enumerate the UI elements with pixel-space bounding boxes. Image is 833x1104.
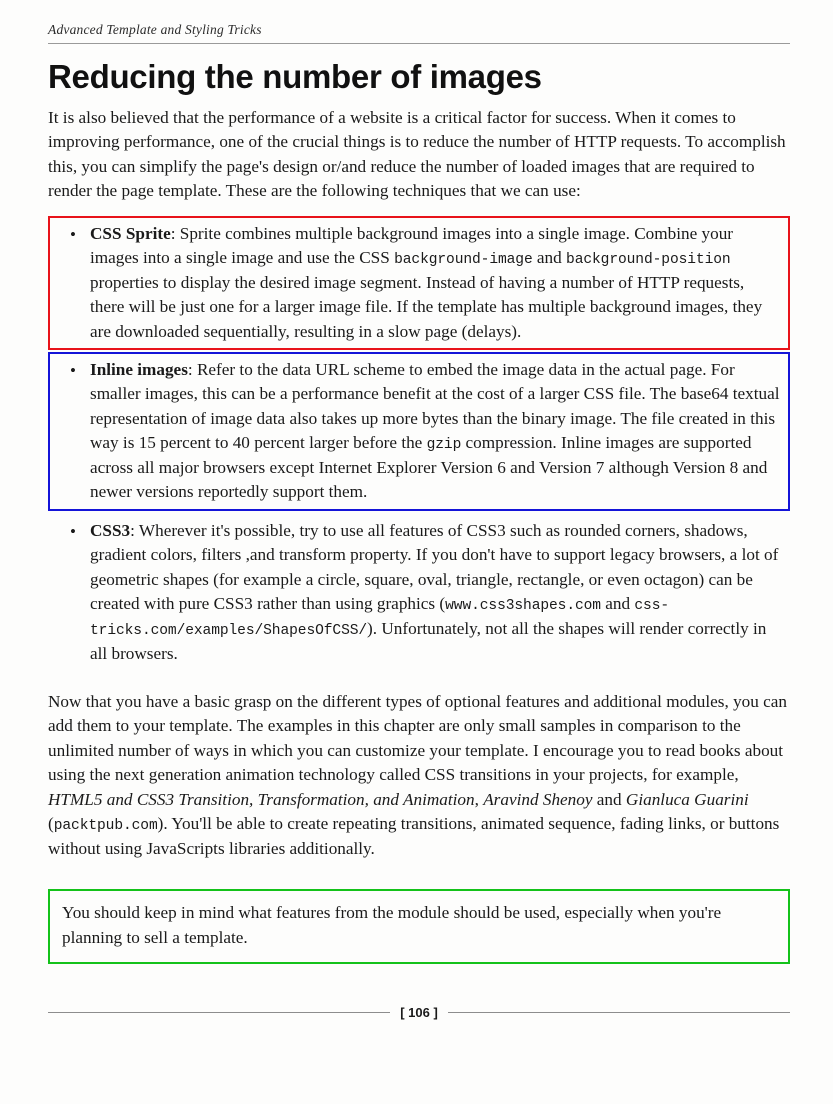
closing-paragraph <box>48 690 790 861</box>
list-item-text <box>90 519 782 666</box>
page-number: [ 106 ] <box>400 1005 438 1020</box>
text-fragment: compression. Inline images are supported across all major browsers except Internet Explorer Version 6 and Version 7 although Version 8 and newer versions reportedly support them. <box>90 433 768 502</box>
code-fragment: www.css3shapes.com <box>445 598 601 615</box>
bullet-marker: • <box>70 224 76 244</box>
intro-paragraph: It is also believed that the performance of a website is a critical factor for success. When it comes to improving performance, one of the crucial things is to reduce the number of HTTP requests. To accomplish this, you can simplify the page's design or/and reduce the number of loaded images that are required to render the page template. These are the following techniques that we can use: <box>48 107 786 201</box>
footer-divider-left <box>48 1012 390 1013</box>
note-box <box>48 889 790 964</box>
book-title: HTML5 and CSS3 Transition, Transformation, and Animation <box>48 789 475 809</box>
header-divider <box>48 43 790 44</box>
list-item-body-1 <box>90 360 780 501</box>
text-fragment: : Wherever it's possible, try to use all features of CSS3 such as rounded corners, shadows, gradient colors, filters ,and transform property. If you don't have to support legacy browsers, a lot of geometric shapes (for example a circle, square, oval, triangle, rectangle, or even octagon) can be created with pure CSS3 rather than using graphics ( <box>90 520 779 614</box>
list-item-body-0 <box>90 224 762 341</box>
closing-part5: ). You'll be able to create repeating transitions, animated sequence, fading links, or buttons without using JavaScripts libraries additionally. <box>48 814 780 858</box>
note-text: You should keep in mind what features from the module should be used, especially when you're planning to sell a template. <box>62 903 722 947</box>
author-two: Gianluca Guarini <box>625 789 749 809</box>
list-item-term: CSS Sprite <box>90 223 171 243</box>
page-footer <box>48 1005 790 1020</box>
site-link: packtpub.com <box>53 818 158 835</box>
list-item-body-2 <box>90 521 778 663</box>
code-fragment: background-image <box>394 252 533 269</box>
footer-divider-right <box>448 1012 790 1013</box>
list-item <box>48 513 790 672</box>
text-fragment: : Refer to the data URL scheme to embed the image data in the actual page. For smaller images, this can be a performance benefit at the cost of a larger CSS file. The base64 textual representation of image data also takes up more bytes than the binary image. The file created in this way is 15 percent to 40 percent larger before the <box>90 360 780 453</box>
closing-part4: ( <box>48 814 54 834</box>
closing-part3: and <box>592 789 626 809</box>
code-fragment: gzip <box>426 437 462 454</box>
list-item-term: Inline images <box>90 360 188 380</box>
code-fragment: css-tricks.com/examples/ShapesOfCSS/ <box>90 598 670 639</box>
page-content <box>48 22 790 964</box>
text-fragment: and <box>532 248 567 268</box>
page-title: Reducing the number of images <box>48 58 542 95</box>
list-item-text <box>90 358 782 505</box>
bullet-marker: • <box>70 361 76 381</box>
techniques-list <box>48 216 790 672</box>
list-item-text <box>90 222 782 344</box>
running-head: Advanced Template and Styling Tricks <box>48 22 262 37</box>
code-fragment: background-position <box>566 252 731 269</box>
author-one: Aravind Shenoy <box>483 789 593 809</box>
closing-part2: , <box>474 789 484 809</box>
list-item-term: CSS3 <box>90 520 131 540</box>
text-fragment: and <box>600 594 635 614</box>
text-fragment: : Sprite combines multiple background images into a single image. Combine your images into a single image and use the CSS <box>90 223 734 268</box>
closing-part1: Now that you have a basic grasp on the different types of optional features and additional modules, you can add them to your template. The examples in this chapter are only small samples in comparison to the unlimited number of ways in which you can customize your template. I encourage you to read books about using the next generation animation technology called CSS transitions in your projects, for example, <box>48 691 788 785</box>
text-fragment: ). Unfortunately, not all the shapes will render correctly in all browsers. <box>90 618 767 663</box>
list-item <box>48 352 790 511</box>
list-item <box>48 216 790 350</box>
bullet-marker: • <box>70 521 76 541</box>
text-fragment: properties to display the desired image segment. Instead of having a number of HTTP requests, there will be just one for a larger image file. If the template has multiple background images, they are downloaded sequentially, resulting in a slow page (delays). <box>90 272 763 341</box>
